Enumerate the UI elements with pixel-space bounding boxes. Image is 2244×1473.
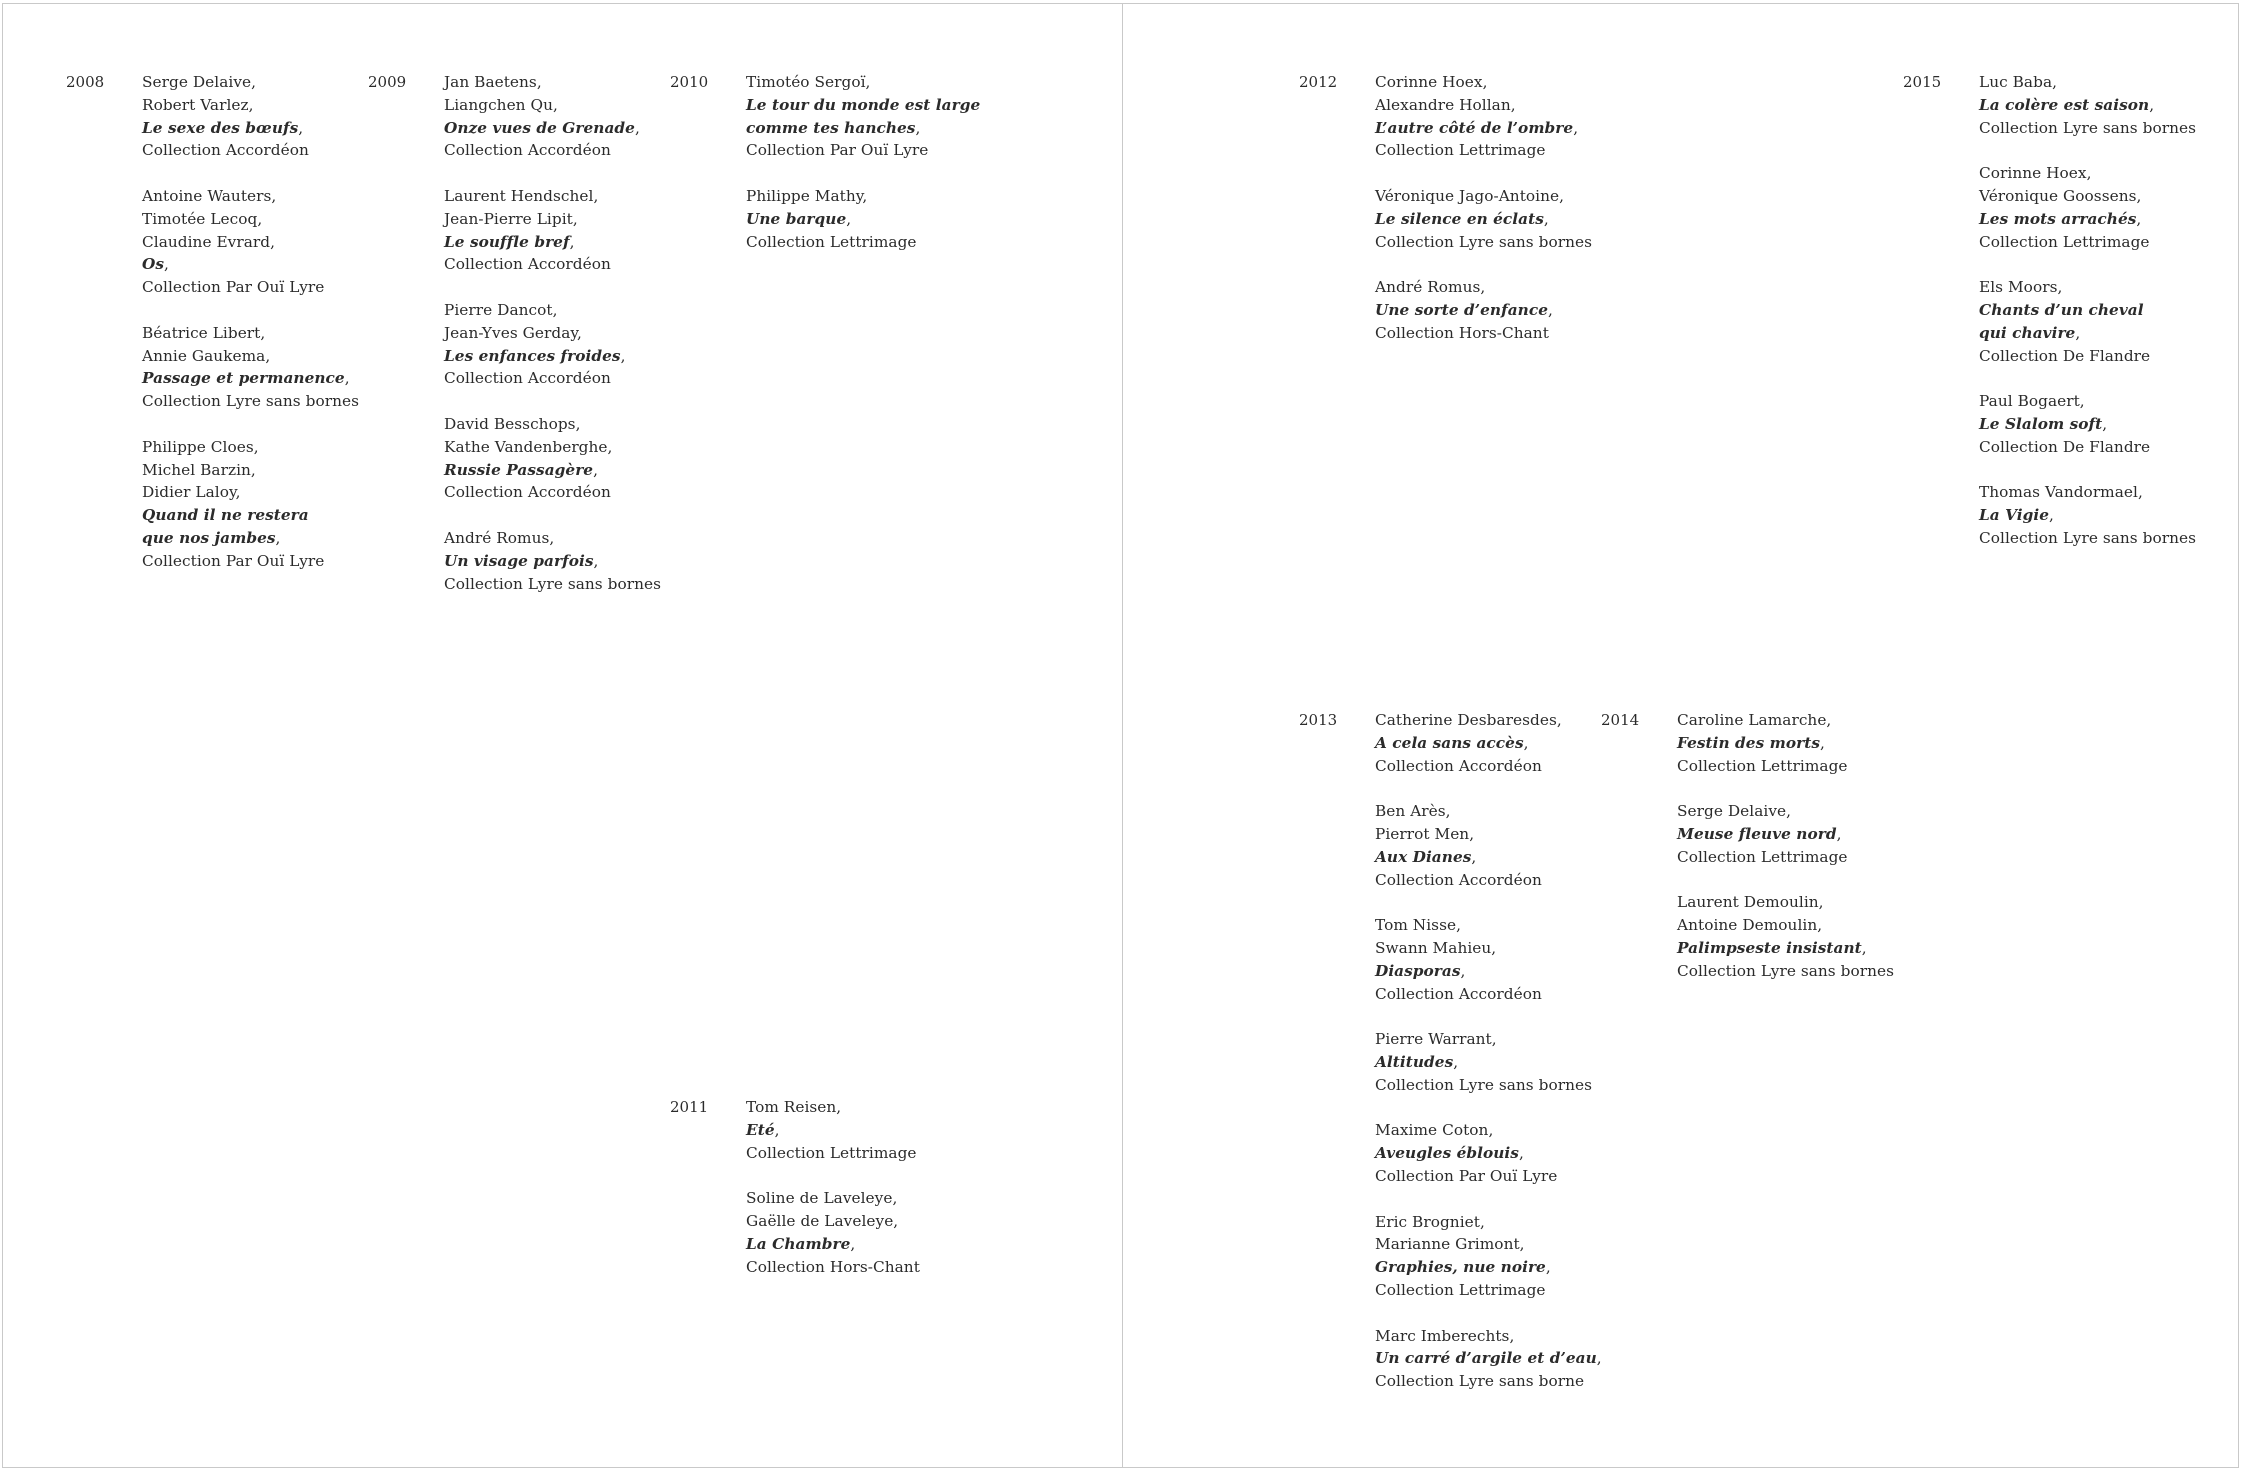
title-line — [1375, 960, 1610, 983]
author-line: Claudine Evrard, — [142, 232, 276, 251]
title-line — [1677, 823, 1912, 846]
title-line — [1375, 1347, 1610, 1370]
title-comma: , — [634, 118, 640, 137]
publication-entry — [142, 436, 377, 573]
author-line: Thomas Vandormael, — [1979, 483, 2143, 502]
year-label: 2015 — [1903, 73, 1942, 91]
author-line: Antoine Demoulin, — [1677, 916, 1823, 935]
publication-entry — [142, 71, 377, 162]
title-line — [1979, 94, 2214, 117]
title-line — [746, 94, 981, 117]
collection-line: Collection Lyre sans bornes — [1979, 118, 2196, 137]
title-comma: , — [846, 209, 852, 228]
author-line: Véronique Jago-Antoine, — [1375, 186, 1565, 205]
collection-line: Collection Lettrimage — [1677, 756, 1848, 775]
collection-line: Collection Accordéon — [444, 141, 611, 160]
title-comma: , — [1523, 733, 1529, 752]
collection-line: Collection De Flandre — [1979, 346, 2151, 365]
author-line: Marianne Grimont, — [1375, 1235, 1525, 1254]
author-line: Robert Varlez, — [142, 95, 254, 114]
publication-entry — [1375, 800, 1610, 891]
entry-list — [746, 1096, 981, 1278]
author-line: Alexandre Hollan, — [1375, 95, 1516, 114]
book-title: Meuse fleuve nord — [1677, 824, 1837, 843]
title-comma: , — [915, 118, 921, 137]
book-title: Le tour du monde est large — [746, 95, 981, 114]
entry-list — [1375, 709, 1610, 1393]
author-line: Jean-Pierre Lipit, — [444, 209, 578, 228]
book-title: La Vigie — [1979, 506, 2050, 525]
title-comma: , — [774, 1120, 780, 1139]
book-title: qui chavire — [1979, 323, 2076, 342]
collection-line: Collection Lyre sans bornes — [1375, 232, 1592, 251]
collection-line: Collection Par Ouï Lyre — [142, 278, 325, 297]
title-line — [142, 367, 377, 390]
book-title: La Chambre — [746, 1234, 851, 1253]
title-comma: , — [1819, 733, 1825, 752]
title-comma: , — [850, 1234, 856, 1253]
title-comma: , — [2149, 95, 2155, 114]
title-comma: , — [298, 118, 304, 137]
author-line: Timotée Lecoq, — [142, 209, 263, 228]
author-line: Serge Delaive, — [1677, 802, 1792, 821]
book-title: Le souffle bref — [444, 232, 570, 251]
publication-entry — [444, 299, 679, 390]
title-line — [1375, 1142, 1610, 1165]
collection-line: Collection Lyre sans borne — [1375, 1372, 1585, 1391]
collection-line: Collection Accordéon — [142, 141, 309, 160]
title-comma: , — [1573, 118, 1579, 137]
publication-entry — [1375, 1119, 1610, 1187]
collection-line: Collection Hors-Chant — [1375, 323, 1549, 342]
book-title: que nos jambes — [142, 528, 276, 547]
publication-entry — [1979, 276, 2214, 367]
publication-entry — [1375, 1325, 1610, 1393]
author-line: Soline de Laveleye, — [746, 1189, 898, 1208]
book-title: Eté — [746, 1120, 775, 1139]
author-line: Els Moors, — [1979, 278, 2063, 297]
collection-line: Collection Lyre sans bornes — [1979, 528, 2196, 547]
collection-line: Collection Lyre sans bornes — [142, 392, 359, 411]
book-title: Les mots arrachés — [1979, 209, 2137, 228]
title-comma: , — [2049, 506, 2054, 525]
publication-entry — [1375, 1028, 1610, 1096]
book-title: Aux Dianes — [1375, 847, 1472, 866]
publication-entry — [1375, 1211, 1610, 1302]
title-line — [142, 117, 377, 140]
author-line: Swann Mahieu, — [1375, 938, 1497, 957]
title-line — [746, 208, 981, 231]
title-comma: , — [1471, 847, 1477, 866]
author-line: Laurent Demoulin, — [1677, 893, 1824, 912]
title-comma: , — [1596, 1349, 1602, 1368]
collection-line: Collection Lettrimage — [746, 1143, 917, 1162]
publication-entry — [1375, 185, 1610, 253]
title-comma: , — [593, 551, 599, 570]
book-title: Une barque — [746, 209, 847, 228]
book-title: Un visage parfois — [444, 551, 594, 570]
author-line: Pierrot Men, — [1375, 824, 1475, 843]
entry-list — [142, 71, 377, 573]
book-title: Le Slalom soft — [1979, 414, 2103, 433]
book-title: Russie Passagère — [444, 460, 594, 479]
year-label: 2009 — [368, 73, 407, 91]
author-line: Jan Baetens, — [444, 73, 542, 91]
collection-line: Collection Par Ouï Lyre — [1375, 1166, 1558, 1185]
publication-entry — [1979, 71, 2214, 139]
publication-entry — [1375, 71, 1610, 162]
author-line: Ben Arès, — [1375, 802, 1451, 821]
author-line: David Besschops, — [444, 414, 581, 433]
collection-line: Collection Lettrimage — [1677, 847, 1848, 866]
entry-list — [444, 71, 679, 595]
year-label: 2011 — [670, 1098, 709, 1116]
publication-entry — [1677, 800, 1912, 868]
title-comma: , — [2102, 414, 2108, 433]
collection-line: Collection Lettrimage — [1979, 232, 2150, 251]
title-comma: , — [620, 346, 626, 365]
book-title: Altitudes — [1375, 1052, 1454, 1071]
collection-line: Collection Lyre sans bornes — [1375, 1075, 1592, 1094]
title-comma: , — [1543, 209, 1549, 228]
book-title: Passage et permanence — [142, 369, 345, 388]
collection-line: Collection Lettrimage — [1375, 141, 1546, 160]
book-title: Palimpseste insistant — [1677, 938, 1862, 957]
publication-entry — [142, 185, 377, 299]
publication-entry — [1375, 276, 1610, 344]
title-line — [746, 117, 981, 140]
page-gutter — [1122, 3, 1123, 1468]
title-comma: , — [593, 460, 599, 479]
entry-list — [1375, 71, 1610, 345]
author-line: Eric Brogniet, — [1375, 1212, 1485, 1231]
book-title: L’autre côté de l’ombre — [1375, 118, 1574, 137]
collection-line: Collection Accordéon — [444, 255, 611, 274]
author-line: Pierre Dancot, — [444, 300, 558, 319]
book-title: Aveugles éblouis — [1375, 1144, 1519, 1163]
collection-line: Collection Accordéon — [1375, 870, 1542, 889]
publication-entry — [1979, 390, 2214, 458]
author-line: André Romus, — [1375, 278, 1486, 297]
author-line: Timotéo Sergoï, — [746, 73, 871, 91]
year-label: 2008 — [66, 73, 105, 91]
title-comma: , — [1861, 938, 1867, 957]
title-comma: , — [1548, 300, 1553, 319]
title-line — [1375, 846, 1610, 869]
title-comma: , — [275, 528, 281, 547]
book-title: Un carré d’argile et d’eau — [1375, 1349, 1597, 1368]
title-line — [1677, 732, 1912, 755]
collection-line: Collection Accordéon — [444, 369, 611, 388]
author-line: Caroline Lamarche, — [1677, 711, 1832, 729]
title-comma: , — [164, 255, 169, 274]
book-title: Le silence en éclats — [1375, 209, 1544, 228]
book-title: Quand il ne restera — [142, 506, 309, 525]
publication-entry — [444, 185, 679, 276]
collection-line: Collection Lettrimage — [1375, 1280, 1546, 1299]
book-title: Festin des morts — [1677, 733, 1820, 752]
author-line: Luc Baba, — [1979, 73, 2058, 91]
publication-entry — [746, 1187, 981, 1278]
title-comma: , — [2136, 209, 2142, 228]
book-title: Onze vues de Grenade — [444, 118, 635, 137]
publication-entry — [1979, 162, 2214, 253]
title-line — [746, 1119, 981, 1142]
author-line: Catherine Desbaresdes, — [1375, 711, 1562, 729]
author-line: Véronique Goossens, — [1979, 186, 2142, 205]
title-line — [1375, 299, 1610, 322]
book-title: Chants d’un cheval — [1979, 300, 2144, 319]
author-line: Marc Imberechts, — [1375, 1326, 1515, 1345]
title-line — [1677, 937, 1912, 960]
collection-line: Collection Lettrimage — [746, 232, 917, 251]
title-line — [1979, 208, 2214, 231]
book-title: Diasporas — [1375, 961, 1461, 980]
title-comma: , — [2075, 323, 2081, 342]
title-comma: , — [1518, 1144, 1524, 1163]
author-line: André Romus, — [444, 528, 555, 547]
collection-line: Collection Par Ouï Lyre — [142, 551, 325, 570]
author-line: Didier Laloy, — [142, 483, 241, 502]
title-line — [1375, 732, 1610, 755]
author-line: Michel Barzin, — [142, 460, 256, 479]
title-line — [142, 527, 377, 550]
collection-line: Collection Lyre sans bornes — [444, 574, 661, 593]
entry-list — [746, 71, 981, 253]
author-line: Pierre Warrant, — [1375, 1030, 1497, 1049]
title-line — [444, 345, 679, 368]
year-label: 2014 — [1601, 711, 1640, 729]
title-comma: , — [569, 232, 575, 251]
title-line — [444, 231, 679, 254]
publication-entry — [746, 71, 981, 162]
title-line — [746, 1233, 981, 1256]
publication-entry — [746, 1096, 981, 1164]
author-line: Paul Bogaert, — [1979, 392, 2085, 411]
publication-entry — [1375, 709, 1610, 777]
publication-entry — [444, 71, 679, 162]
collection-line: Collection De Flandre — [1979, 437, 2151, 456]
title-line — [1375, 117, 1610, 140]
book-title: Os — [142, 255, 165, 274]
author-line: Antoine Wauters, — [142, 186, 277, 205]
entry-list — [1979, 71, 2214, 550]
collection-line: Collection Accordéon — [444, 483, 611, 502]
title-line — [142, 253, 377, 276]
author-line: Corinne Hoex, — [1375, 73, 1488, 91]
title-comma: , — [1545, 1258, 1551, 1277]
publication-entry — [1677, 709, 1912, 777]
book-title: Les enfances froides — [444, 346, 621, 365]
title-line — [1979, 504, 2214, 527]
publication-entry — [1677, 891, 1912, 982]
book-title: Une sorte d’enfance — [1375, 300, 1549, 319]
title-line — [1979, 413, 2214, 436]
author-line: Kathe Vandenberghe, — [444, 437, 613, 456]
publication-entry — [1375, 914, 1610, 1005]
publication-entry — [444, 527, 679, 595]
title-line — [1375, 208, 1610, 231]
author-line: Gaëlle de Laveleye, — [746, 1211, 899, 1230]
publication-entry — [444, 413, 679, 504]
book-title: Graphies, nue noire — [1375, 1258, 1546, 1277]
title-line — [1375, 1051, 1610, 1074]
title-comma: , — [1836, 824, 1842, 843]
collection-line: Collection Par Ouï Lyre — [746, 141, 929, 160]
collection-line: Collection Lyre sans bornes — [1677, 961, 1894, 980]
publication-entry — [142, 322, 377, 413]
book-title: comme tes hanches — [746, 118, 916, 137]
title-line — [142, 504, 377, 527]
publication-entry — [1979, 481, 2214, 549]
title-line — [444, 117, 679, 140]
author-line: Serge Delaive, — [142, 73, 257, 91]
author-line: Laurent Hendschel, — [444, 186, 599, 205]
year-label: 2012 — [1299, 73, 1338, 91]
author-line: Tom Reisen, — [746, 1098, 842, 1116]
title-comma: , — [1460, 961, 1466, 980]
author-line: Jean-Yves Gerday, — [444, 323, 582, 342]
title-comma: , — [1453, 1052, 1459, 1071]
author-line: Philippe Cloes, — [142, 437, 259, 456]
title-line — [444, 459, 679, 482]
year-label: 2010 — [670, 73, 709, 91]
author-line: Béatrice Libert, — [142, 323, 266, 342]
collection-line: Collection Accordéon — [1375, 756, 1542, 775]
book-title: Le sexe des bœufs — [142, 118, 299, 137]
author-line: Maxime Coton, — [1375, 1121, 1494, 1140]
publication-entry — [746, 185, 981, 253]
title-line — [1375, 1256, 1610, 1279]
book-title: La colère est saison — [1979, 95, 2150, 114]
collection-line: Collection Accordéon — [1375, 984, 1542, 1003]
author-line: Corinne Hoex, — [1979, 164, 2092, 183]
author-line: Liangchen Qu, — [444, 95, 558, 114]
author-line: Tom Nisse, — [1375, 916, 1461, 935]
book-title: A cela sans accès — [1375, 733, 1524, 752]
author-line: Philippe Mathy, — [746, 186, 868, 205]
title-line — [444, 550, 679, 573]
entry-list — [1677, 709, 1912, 983]
title-comma: , — [344, 369, 350, 388]
collection-line: Collection Hors-Chant — [746, 1257, 920, 1276]
author-line: Annie Gaukema, — [142, 346, 271, 365]
title-line — [1979, 299, 2214, 322]
year-label: 2013 — [1299, 711, 1338, 729]
title-line — [1979, 322, 2214, 345]
